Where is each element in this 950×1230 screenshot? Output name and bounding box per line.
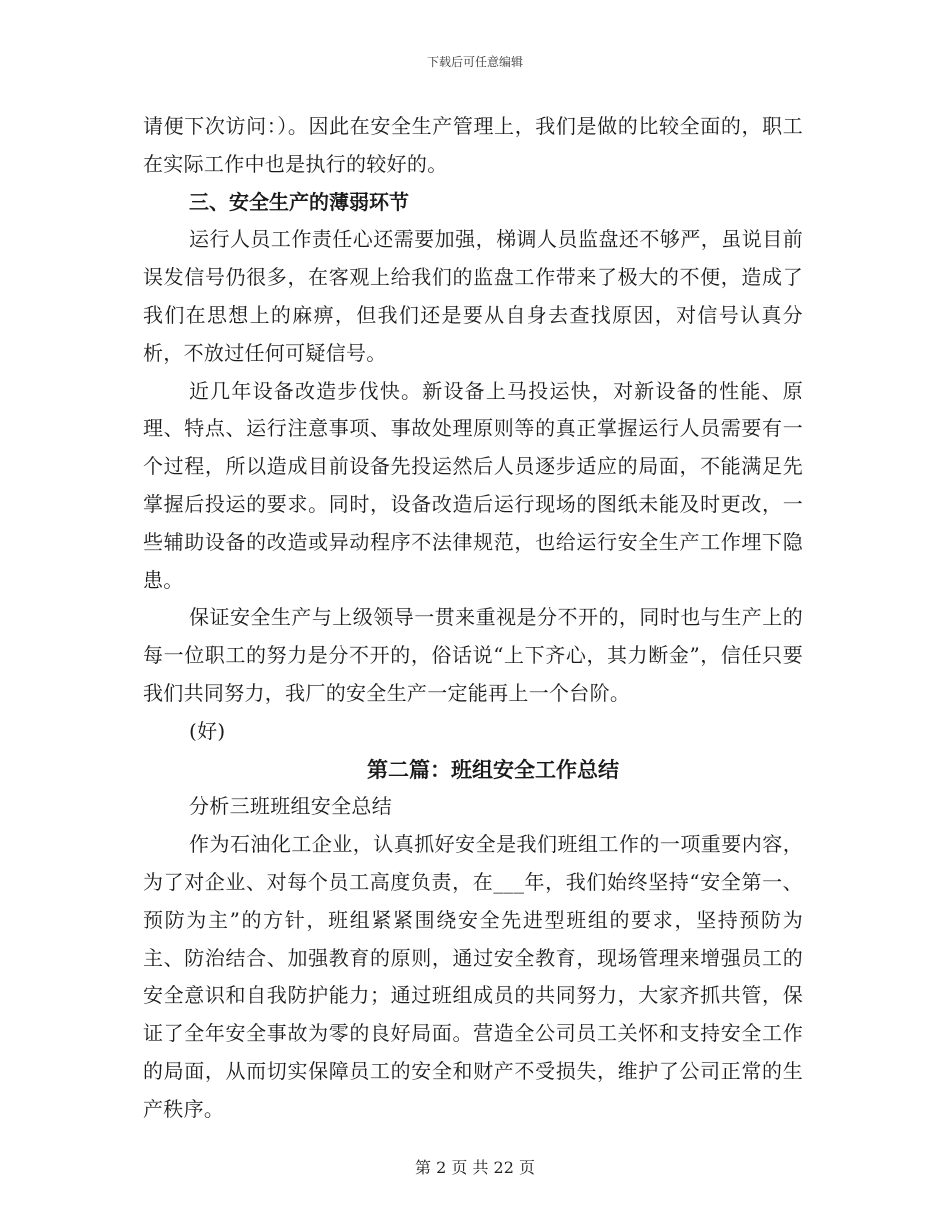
chapter-title: 第二篇：班组安全工作总结 — [367, 756, 619, 782]
section-heading-weak-links: 三、安全生产的薄弱环节 — [189, 189, 409, 214]
paragraph-team-safety: 作为石油化工企业，认真抓好安全是我们班组工作的一项重要内容，为了对企业、对每个员工高度负责，在___年，我们始终坚持“安全第一、预防为主”的方针，班组紧紧围绕安全先进型班组的要求，坚持预防为主、防治结合、加强教育的原则，通过安全教育，现场管理来增强员工的安全意识和自我防护能力；通过班组成员的共同努力，大家齐抓共管，保证了全年安全事故为零的良好局面。营造全公司员工关怀和支持安全工作的局面，从而切实保障员工的安全和财产不受损失，维护了公司正常的生产秩序。 — [143, 832, 803, 1121]
paragraph-subtitle: 分析三班班组安全总结 — [189, 794, 392, 819]
paragraph-conclusion: 保证安全生产与上级领导一贯来重视是分不开的，同时也与生产上的每一位职工的努力是分不开的，俗话说“上下齐心，其力断金”，信任只要我们共同努力，我厂的安全生产一定能再上一个台阶。 — [143, 605, 803, 705]
page-footer: 第 2 页 共 22 页 — [415, 1158, 535, 1177]
paragraph-remark: (好) — [189, 718, 226, 743]
paragraph-equipment-upgrade: 近几年设备改造步伐快。新设备上马投运快，对新设备的性能、原理、特点、运行注意事项、事故处理原则等的真正掌握运行人员需要有一个过程，所以造成目前设备先投运然后人员逐步适应的局面，不能满足先掌握后投运的要求。同时，设备改造后运行现场的图纸未能及时更改，一些辅助设备的改造或异动程序不法律规范，也给运行安全生产工作埋下隐患。 — [143, 378, 803, 592]
paragraph-continuation: 请便下次访问：）。因此在安全生产管理上，我们是做的比较全面的，职工在实际工作中也是执行的较好的。 — [143, 114, 803, 176]
page-header: 下载后可任意编辑 — [426, 55, 523, 69]
document-body — [143, 108, 803, 1129]
paragraph-operator-responsibility: 运行人员工作责任心还需要加强，梯调人员监盘还不够严，虽说目前误发信号仍很多，在客观上给我们的监盘工作带来了极大的不便，造成了我们在思想上的麻痹，但我们还是要从自身去查找原因，对信号认真分析，不放过任何可疑信号。 — [143, 227, 803, 365]
